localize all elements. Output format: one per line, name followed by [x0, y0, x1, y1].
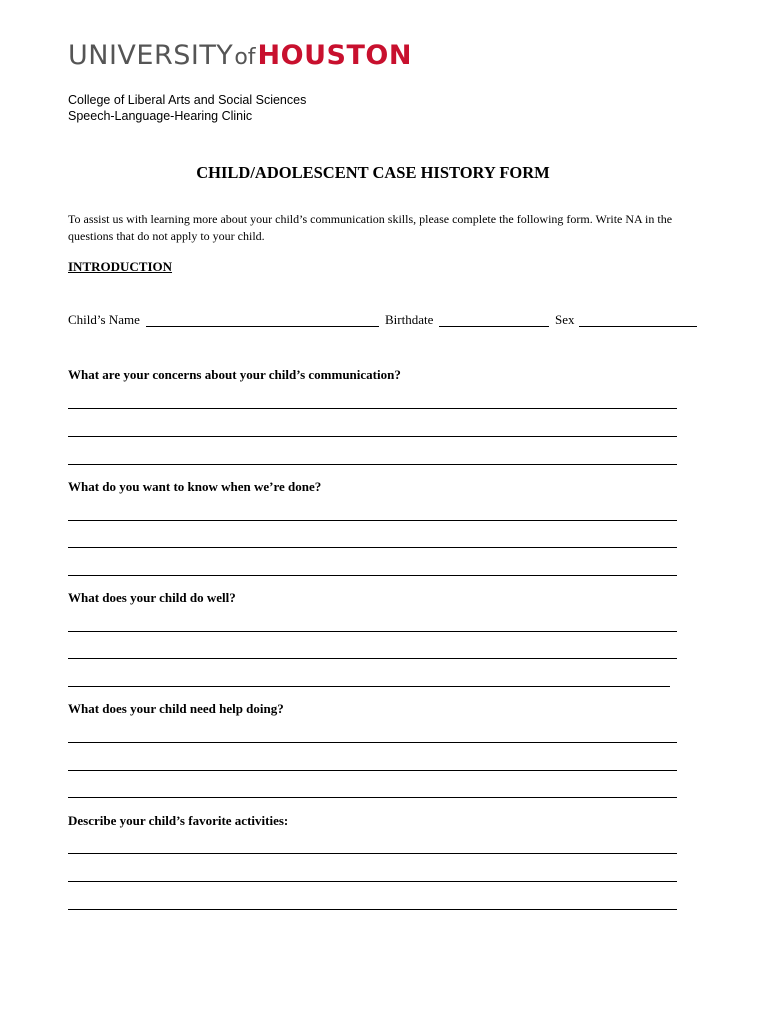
logo-houston-text: HOUSTON: [257, 40, 412, 71]
form-title: CHILD/ADOLESCENT CASE HISTORY FORM: [196, 163, 550, 182]
child-info-row: [68, 312, 700, 330]
answer-line[interactable]: [68, 547, 677, 548]
answer-line[interactable]: [68, 436, 677, 437]
clinic-name: Speech-Language-Hearing Clinic: [68, 109, 253, 123]
answer-line[interactable]: [68, 464, 677, 465]
answer-line[interactable]: [68, 658, 677, 659]
answer-line[interactable]: [68, 742, 677, 743]
answer-line[interactable]: [68, 909, 677, 910]
university-logo: [68, 42, 412, 69]
question-concerns: What are your concerns about your child’s communication?: [68, 367, 401, 382]
sex-label: Sex: [555, 312, 575, 327]
birthdate-field[interactable]: [439, 326, 549, 327]
sex-field[interactable]: [579, 326, 697, 327]
college-name: College of Liberal Arts and Social Sciences: [68, 93, 307, 107]
form-instructions: To assist us with learning more about your child’s communication skills, please complete the following form. Write NA in the questions that do not apply to your child.: [68, 212, 673, 243]
answer-line[interactable]: [68, 408, 677, 409]
department-block: [68, 92, 306, 124]
child-name-field[interactable]: [146, 326, 379, 327]
logo-of-text: of: [234, 45, 256, 70]
answer-line[interactable]: [68, 797, 677, 798]
question-goals: What do you want to know when we’re done?: [68, 479, 322, 494]
answer-line[interactable]: [68, 881, 677, 882]
section-heading-introduction: INTRODUCTION: [68, 259, 173, 274]
question-help-needed: What does your child need help doing?: [68, 701, 284, 716]
question-strengths: What does your child do well?: [68, 590, 236, 605]
birthdate-label: Birthdate: [385, 312, 434, 327]
answer-line[interactable]: [68, 770, 677, 771]
answer-line[interactable]: [68, 575, 677, 576]
answer-line[interactable]: [68, 520, 677, 521]
answer-line[interactable]: [68, 686, 670, 687]
logo-university-text: UNIVERSITY: [68, 40, 234, 71]
child-name-label: Child’s Name: [68, 312, 140, 327]
answer-line[interactable]: [68, 853, 677, 854]
answer-line[interactable]: [68, 631, 677, 632]
question-favorite-activities: Describe your child’s favorite activities:: [68, 813, 289, 828]
